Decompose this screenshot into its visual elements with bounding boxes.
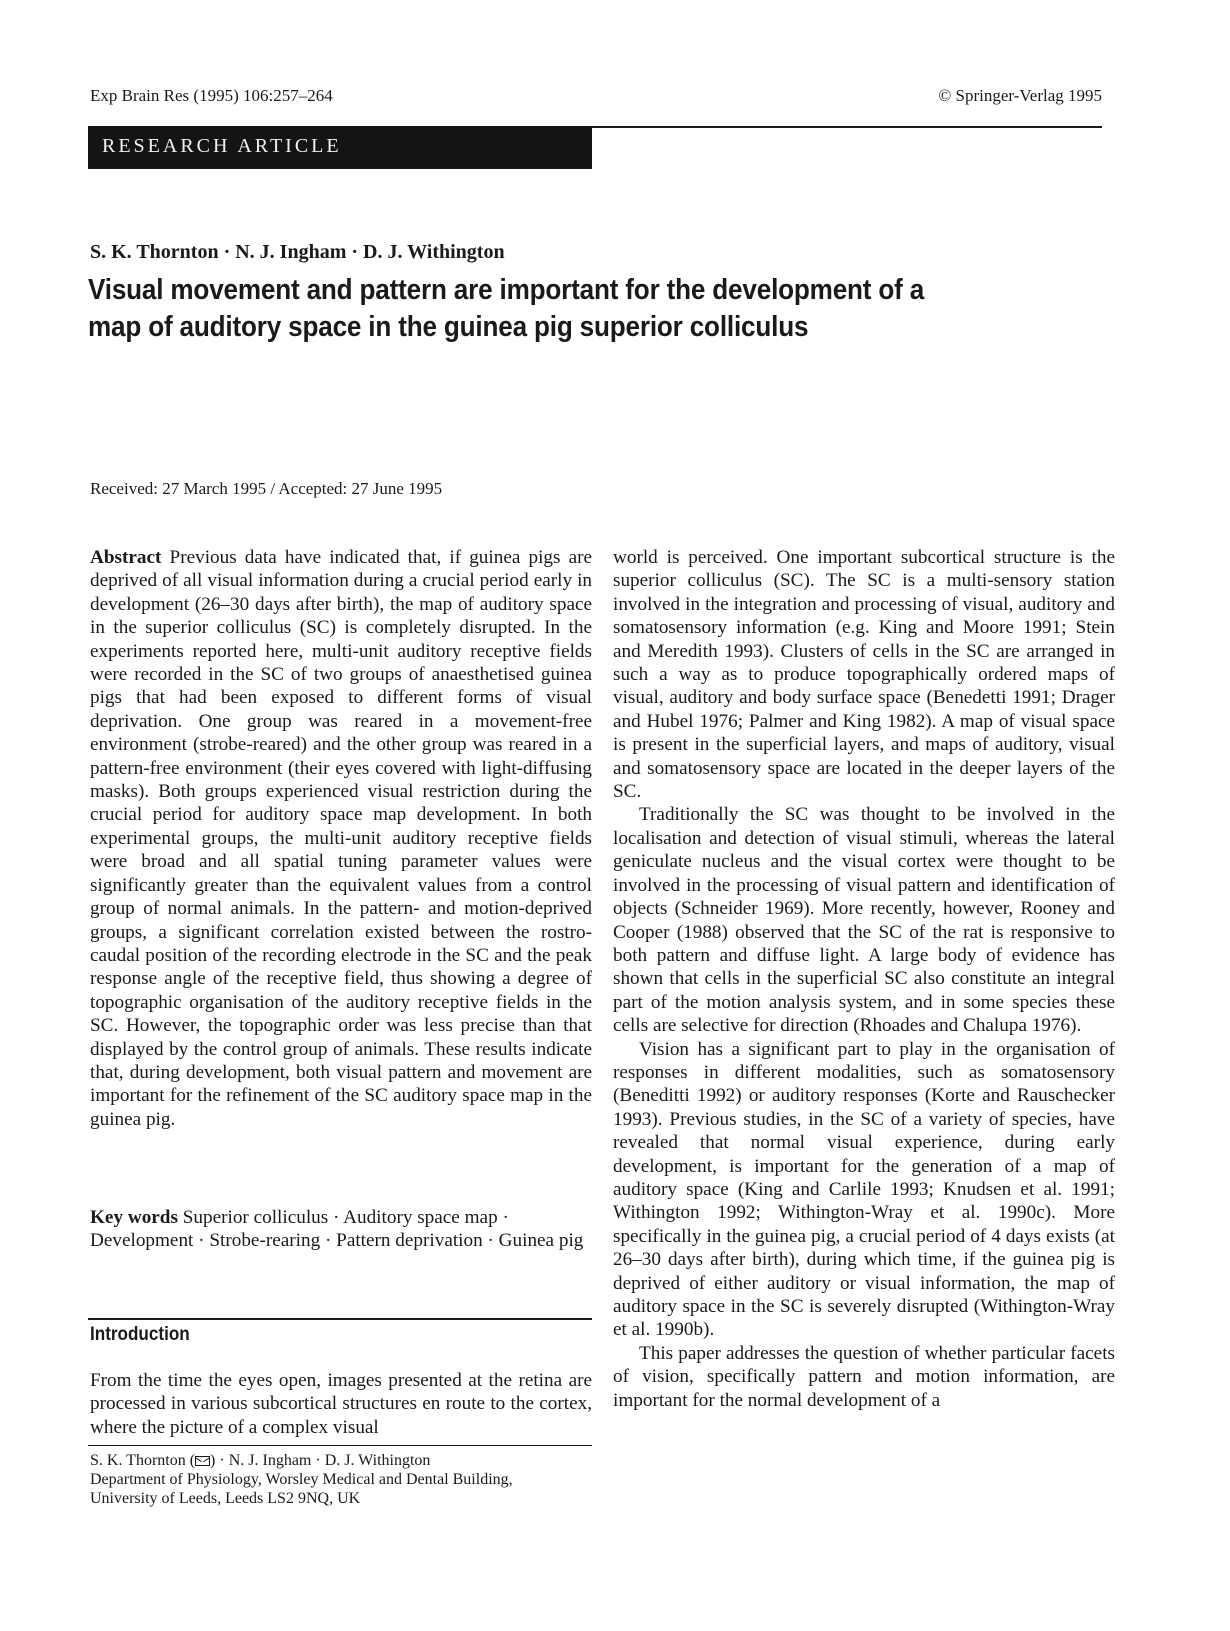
section-rule <box>88 1318 592 1320</box>
author-footnote <box>90 1451 600 1508</box>
footnote-address: University of Leeds, Leeds LS2 9NQ, UK <box>90 1490 361 1507</box>
body-paragraph-4: This paper addresses the question of whether particular facets of vision, specifically pattern and motion information, are important for the normal development of a <box>613 1342 1115 1411</box>
article-type-banner: RESEARCH ARTICLE <box>88 126 592 169</box>
introduction-paragraph: From the time the eyes open, images presented at the retina are processed in various subcortical structures en route to the cortex, where the picture of a complex visual <box>90 1370 592 1438</box>
journal-reference: Exp Brain Res (1995) 106:257–264 <box>90 86 333 105</box>
introduction-heading: Introduction <box>90 1324 190 1345</box>
abstract-label: Abstract <box>90 547 162 568</box>
copyright-notice: © Springer-Verlag 1995 <box>938 86 1102 105</box>
corresponding-author-line <box>90 1451 600 1470</box>
footnote-author-b: ) · N. J. Ingham · D. J. Withington <box>210 1452 431 1469</box>
body-paragraph-3: Vision has a significant part to play in the organisation of responses in different modalities, such as somatosensory (Beneditti 1992) or auditory responses (Korte and Rauschecker 1993). Previous studies, in the SC of a variety of species, have revealed that normal visual experience, during early development, is important for the generation of a map of auditory space (King and Carlile 1993; Knudsen et al. 1991; Withington 1992; Withington-Wray et al. 1990c). More specifically in the guinea pig, a crucial period of 4 days exists (at 26–30 days after birth), during which time, if the guinea pig is deprived of either auditory or visual information, the map of auditory space in the SC is severely disrupted (Withington-Wray et al. 1990b). <box>613 1038 1115 1341</box>
footnote-author-a: S. K. Thornton ( <box>90 1452 196 1469</box>
right-column-body <box>613 546 1115 1412</box>
introduction-text <box>90 1369 592 1439</box>
abstract-paragraph <box>90 546 592 1131</box>
footnote-department: Department of Physiology, Worsley Medical and Dental Building, <box>90 1471 513 1488</box>
keywords-label: Key words <box>90 1207 178 1228</box>
body-paragraph-1: world is perceived. One important subcortical structure is the superior colliculus (SC). The SC is a multi-sensory station involved in the integration and processing of visual, auditory and somatosensory information (e.g. King and Moore 1991; Stein and Meredith 1993). Clusters of cells in the SC are arranged in such a way as to produce topographically ordered maps of visual, auditory and body surface space (Benedetti 1991; Drager and Hubel 1976; Palmer and King 1982). A map of visual space is present in the superficial layers, and maps of auditory, visual and somatosensory space are located in the deeper layers of the SC. <box>613 547 1115 803</box>
header-rule <box>592 126 1102 128</box>
keywords <box>90 1206 592 1253</box>
abstract-text: Previous data have indicated that, if guinea pigs are deprived of all visual information during a crucial period early in development (26–30 days after birth), the map of auditory space in the superior colliculus (SC) is completely disrupted. In the experiments reported here, multi-unit auditory receptive fields were recorded in the SC of two groups of anaesthetised guinea pigs that had been exposed to different forms of visual deprivation. One group was reared in a movement-free environment (strobe-reared) and the other group was reared in a pattern-free environment (their eyes covered with light-diffusing masks). Both groups experienced visual restriction during the crucial period for auditory space map development. In both experimental groups, the multi-unit auditory receptive fields were broad and all spatial tuning parameter values were significantly greater than the equivalent values from a control group of normal animals. In the pattern- and motion-deprived groups, a significant correlation existed between the rostro-caudal position of the recording electrode in the SC and the peak response angle of the receptive field, thus showing a degree of topographic organisation of the auditory receptive fields in the SC. However, the topographic order was less precise than that displayed by the control group of animals. These results indicate that, during development, both visual pattern and movement are important for the refinement of the SC auditory space map in the guinea pig. <box>90 547 593 1130</box>
abstract <box>90 546 592 1131</box>
body-paragraph-2: Traditionally the SC was thought to be involved in the localisation and detection of visual stimuli, whereas the lateral geniculate nucleus and the visual cortex were thought to be involved in the processing of visual pattern and identification of objects (Schneider 1969). More recently, however, Rooney and Cooper (1988) observed that the SC of the rat is responsive to both pattern and diffuse light. A large body of evidence has shown that cells in the superficial SC also constitute an integral part of the motion analysis system, and in some species these cells are selective for direction (Rhoades and Chalupa 1976). <box>613 804 1115 1037</box>
envelope-icon <box>195 1456 210 1466</box>
keywords-text: Superior colliculus · Auditory space map · Development · Strobe-rearing · Pattern deprivation · Guinea pig <box>90 1207 584 1252</box>
received-accepted-dates: Received: 27 March 1995 / Accepted: 27 June 1995 <box>90 479 443 498</box>
footnote-rule <box>88 1445 592 1446</box>
article-title: Visual movement and pattern are important for the development of a map of auditory space in the guinea pig superior colliculus <box>88 274 925 343</box>
author-list: S. K. Thornton · N. J. Ingham · D. J. Withington <box>90 241 505 263</box>
